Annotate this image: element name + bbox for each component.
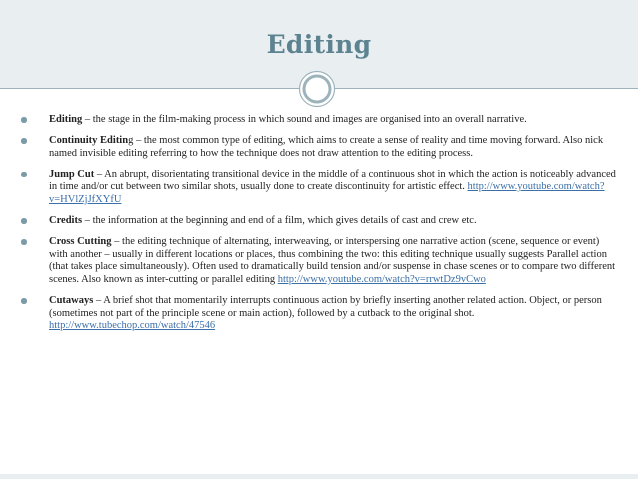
jump-cut-link[interactable]: http://www.youtube.com/watch?v=HVlZjJfXYfU [49, 181, 605, 205]
bullet-editing [19, 114, 619, 127]
bullet-text: – the editing technique of alternating, interweaving, or interspersing one narrative action (scene, sequence or event) with another – usually in different locations or places, thus combining the two: this editing technique usually suggests Parallel action (that takes place simultaneously). Often used to dramatically build tension and/or suspense in chase scenes or to compare two different scenes. Also known as inter-cutting or parallel editing [49, 236, 616, 285]
bullet-text: – An abrupt, disorientating transitional device in the middle of a continuous shot in which the action is noticeably advanced in time and/or cut between two similar shots, usually done to create discontinuity for artistic effect. [49, 168, 616, 193]
bullet-term: Credits [49, 215, 83, 227]
bullet-jump-cut [19, 169, 619, 207]
bullet-term: Cutaways [49, 295, 94, 307]
bullet-term: Cross Cutting [49, 236, 112, 248]
bullet-list [19, 114, 619, 341]
bullet-dot-icon [21, 298, 27, 304]
bullet-text: – A brief shot that momentarily interrupts continuous action by briefly inserting another related action. Object, or person (sometimes not part of the principle scene or main action), followed by a cutback to the original shot. [49, 295, 602, 319]
bullet-cross-cutting [19, 236, 619, 286]
bullet-continuity-editing [19, 135, 619, 160]
cross-cutting-link[interactable]: http://www.youtube.com/watch?v=rrwtDz9vCwo [277, 273, 486, 285]
bullet-term: Editing [49, 114, 83, 125]
cutaways-link[interactable]: http://www.tubechop.com/watch/47546 [49, 320, 216, 332]
bullet-dot-icon [21, 138, 27, 144]
bullet-text: g – the most common type of editing, which aims to create a sense of reality and time moving forward. Also nick named invisible editing referring to how the technique does not draw attention to the editing process. [49, 135, 604, 159]
bottom-band [0, 474, 638, 479]
slide-title: Editing [266, 30, 372, 59]
bullet-dot-icon [21, 218, 27, 224]
bullet-credits [19, 215, 619, 228]
circle-ornament-icon [298, 70, 336, 108]
bullet-dot-icon [21, 239, 27, 245]
bullet-term: Jump Cut [49, 168, 95, 180]
bullet-text: – the information at the beginning and end of a film, which gives details of cast and crew etc. [82, 215, 477, 227]
bullet-dot-icon [21, 172, 27, 178]
bullet-cutaways [19, 295, 619, 333]
bullet-text: – the stage in the film-making process in which sound and images are organised into an overall narrative. [82, 114, 527, 125]
bullet-dot-icon [21, 117, 27, 123]
bullet-term: Continuity Editin [49, 135, 129, 147]
